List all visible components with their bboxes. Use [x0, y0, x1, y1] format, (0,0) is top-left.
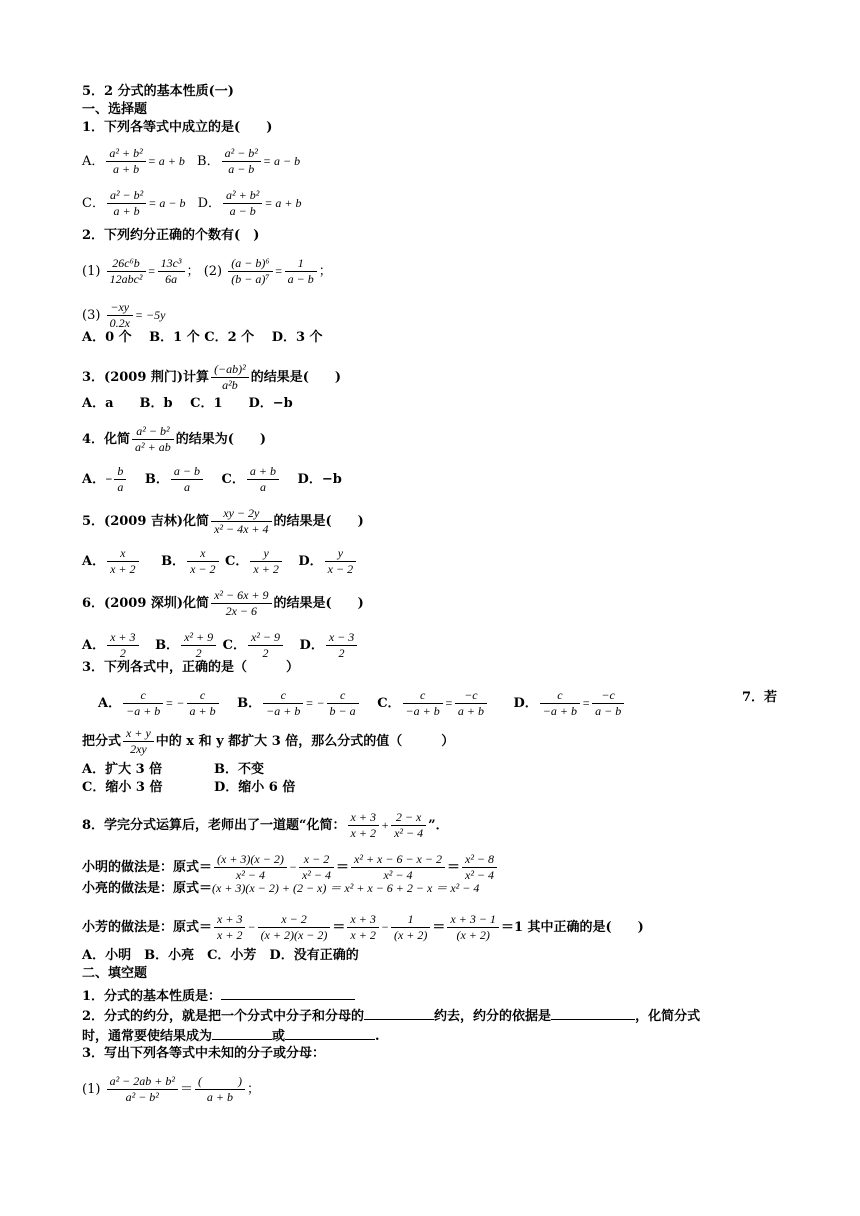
q1-option-a-rhs: = a + b — [147, 154, 185, 168]
denominator: a² + ab — [135, 440, 171, 454]
q3b-option-d-lhs — [540, 688, 580, 719]
q4-fraction — [132, 424, 174, 455]
q8-xiaoliang-expression: (x + 3)(x − 2) + (2 − x) ＝ x² + x − 6 + 2 − x ＝ x² − 4 — [212, 881, 480, 895]
q1-stem: 1．下列各等式中成立的是( ) — [82, 120, 273, 135]
q6-suffix: 的结果是( ) — [273, 596, 364, 611]
plus-sign: + — [380, 818, 390, 832]
q8-stem — [82, 810, 449, 841]
q8-stem-prefix: 8．学完分式运算后，老师出了一道题“化简： — [82, 818, 346, 833]
q4-suffix: 的结果为( ) — [175, 432, 267, 447]
q3a-fraction — [211, 362, 249, 393]
numerator: x² − 8 — [462, 852, 497, 868]
numerator: x + 3 − 1 — [447, 912, 499, 928]
q5-option-d-label: D． — [298, 554, 323, 569]
numerator: x² − 6x + 9 — [211, 588, 271, 604]
q2-item3-lhs — [107, 300, 133, 331]
denominator: a − b — [228, 162, 255, 176]
q8-xiaofang-end: ＝1 其中正确的是( ) — [500, 920, 644, 935]
q5-option-a-fraction — [107, 546, 138, 577]
equals-sign: ＝ — [179, 1082, 193, 1097]
denominator: (x + 2) — [456, 928, 490, 942]
q1-row-ab — [82, 146, 300, 177]
q6-options — [82, 630, 359, 661]
q3b-option-a-lhs — [123, 688, 163, 719]
q8-xiaofang-frac-2 — [258, 912, 331, 943]
denominator: a − b — [287, 272, 314, 286]
q3a-stem — [82, 362, 341, 393]
numerator: x + y — [123, 726, 154, 742]
denominator: a + b — [113, 204, 140, 218]
q3b-option-a-rhs — [187, 688, 219, 719]
denominator: 0.2x — [109, 316, 130, 330]
q3b-option-c-rhs — [455, 688, 487, 719]
q1-option-a-fraction — [106, 146, 145, 177]
denominator: a + b — [112, 162, 140, 176]
fill-q2-text-e: 或 — [272, 1029, 286, 1044]
q2-item2-lhs — [228, 256, 272, 287]
minus-sign: − — [380, 920, 389, 934]
numerator: a − b — [171, 464, 203, 480]
numerator: 2 − x — [391, 810, 426, 826]
separator: ； — [246, 1082, 260, 1097]
equals-sign: = − — [305, 696, 325, 710]
q6-option-c-label: C． — [222, 638, 246, 653]
q2-item3-rhs: = −5y — [134, 308, 166, 322]
q3b-option-d-rhs — [592, 688, 624, 719]
numerator: a² + b² — [106, 146, 145, 162]
numerator: −xy — [107, 300, 133, 316]
q6-fraction — [211, 588, 271, 619]
q4-options — [82, 464, 342, 495]
q4-option-d: D．−b — [297, 472, 342, 487]
numerator: a² − b² — [132, 424, 174, 440]
numerator: −c — [455, 688, 487, 704]
equals-sign: ＝ — [332, 920, 346, 935]
q8-options: A．小明 B．小亮 C．小芳 D．没有正确的 — [82, 948, 359, 963]
denominator: 2 — [262, 646, 269, 660]
q8-xiaofang-frac-1 — [214, 912, 245, 943]
q7-suffix: 中的 x 和 y 都扩大 3 倍，那么分式的值（ ） — [155, 734, 455, 749]
numerator: x − 3 — [326, 630, 357, 646]
minus-sign: − — [247, 920, 256, 934]
q5-fraction — [211, 506, 271, 537]
q7-number: 7．若 — [742, 690, 778, 705]
q3a-suffix: 的结果是( ) — [250, 370, 342, 385]
denominator: x² − 4 — [383, 868, 413, 882]
q8-xiaoming-frac-1 — [214, 852, 287, 883]
numerator: x − 2 — [258, 912, 331, 928]
numerator: −c — [592, 688, 624, 704]
q8-xiaoming-label: 小明的做法是：原式＝ — [82, 860, 213, 875]
q5-option-c-fraction — [250, 546, 281, 577]
section-heading-fill: 二、填空题 — [82, 966, 148, 981]
numerator: x² + 9 — [181, 630, 216, 646]
equals-sign: ＝ — [336, 860, 350, 875]
q7-option-c: C．缩小 3 倍 — [82, 780, 163, 795]
q2-item2-rhs — [285, 256, 317, 287]
denominator: a − b — [595, 704, 622, 718]
equals-sign: = — [581, 696, 591, 710]
denominator: b − a — [329, 704, 356, 718]
q6-option-d-label: D． — [299, 638, 324, 653]
denominator: x + 2 — [350, 826, 376, 840]
denominator: x² − 4 — [301, 868, 331, 882]
q1-option-c-rhs: = a − b — [148, 196, 186, 210]
q7-prefix: 把分式 — [82, 734, 122, 749]
denominator: −a + b — [405, 704, 440, 718]
q2-item1-rhs — [158, 256, 185, 287]
numerator: 26c⁶b — [107, 256, 146, 272]
numerator: x — [187, 546, 218, 562]
q5-option-a-label: A． — [82, 554, 106, 569]
numerator-blank: ( ) — [195, 1074, 245, 1090]
q2-options: A．0 个 B．1 个 C．2 个 D．3 个 — [82, 330, 323, 345]
q6-prefix: 6．(2009 深圳)化简 — [82, 596, 210, 611]
q8-xiaoliang-label: 小亮的做法是：原式＝ — [82, 881, 213, 896]
numerator: xy − 2y — [211, 506, 271, 522]
equals-sign: = − — [165, 696, 185, 710]
q2-row-3 — [82, 300, 165, 331]
numerator: c — [327, 688, 359, 704]
denominator: (x + 2) — [393, 928, 428, 942]
q4-option-a-fraction — [114, 464, 126, 495]
q1-option-d-rhs: = a + b — [264, 196, 302, 210]
q6-option-d-fraction — [326, 630, 357, 661]
fill-q3-item1-label: (1) — [82, 1082, 101, 1097]
denominator: −a + b — [266, 704, 301, 718]
q8-stem-suffix: ”． — [428, 818, 449, 833]
denominator: a²b — [222, 378, 238, 392]
q1-option-b-fraction — [222, 146, 261, 177]
q1-option-a-label: A． — [82, 154, 105, 169]
fill-q2-text-a: 2．分式的约分，就是把一个分式中分子和分母的 — [82, 1009, 365, 1024]
q8-xiaofang-frac-4 — [391, 912, 430, 943]
denominator: a — [259, 480, 266, 494]
q3a-prefix: 3．(2009 荆门)计算 — [82, 370, 210, 385]
numerator: x² − 9 — [248, 630, 283, 646]
fill-q2-line1 — [82, 1006, 700, 1025]
denominator: a − b — [229, 204, 256, 218]
numerator: 1 — [391, 912, 430, 928]
fill-q2-blank-3 — [212, 1026, 272, 1040]
numerator: x − 2 — [299, 852, 334, 868]
numerator: c — [123, 688, 163, 704]
q7-option-d: D．缩小 6 倍 — [214, 780, 296, 795]
q2-item1-lhs — [107, 256, 146, 287]
q8-xiaoliang-line — [82, 880, 479, 897]
q3b-option-a-label: A． — [98, 696, 122, 711]
q4-option-c-label: C． — [221, 472, 245, 487]
q6-stem — [82, 588, 364, 619]
fill-q2-blank-1 — [364, 1006, 434, 1020]
minus-sign: − — [288, 860, 297, 874]
denominator: x + 2 — [217, 928, 243, 942]
numerator: (x + 3)(x − 2) — [214, 852, 287, 868]
numerator: 13c³ — [158, 256, 185, 272]
denominator: 2 — [119, 646, 126, 660]
q2-item1-label: (1) — [82, 264, 101, 279]
q5-options — [82, 546, 358, 577]
q6-option-b-fraction — [181, 630, 216, 661]
q3b-options — [98, 688, 626, 719]
numerator: (a − b)⁶ — [228, 256, 272, 272]
q1-option-d-fraction — [223, 188, 262, 219]
q8-xiaoming-frac-3 — [351, 852, 445, 883]
numerator: x + 3 — [107, 630, 138, 646]
denominator: −a + b — [126, 704, 161, 718]
denominator: a + b — [457, 704, 484, 718]
q5-option-b-fraction — [187, 546, 218, 577]
q3a-options: A．a B．b C．1 D．−b — [82, 396, 293, 411]
q1-option-d-label: D． — [197, 196, 222, 211]
denominator: a + b — [206, 1090, 234, 1104]
q6-option-b-label: B． — [155, 638, 180, 653]
equals-sign: ＝ — [432, 920, 446, 935]
numerator: a² + b² — [223, 188, 262, 204]
q4-prefix: 4．化简 — [82, 432, 131, 447]
equals-sign: ＝ — [446, 860, 460, 875]
fill-q2-blank-2 — [551, 1006, 635, 1020]
q6-option-a-fraction — [107, 630, 138, 661]
equals-sign: = — [147, 264, 156, 278]
fill-q1-blank — [221, 986, 355, 1000]
numerator: a² − 2ab + b² — [107, 1074, 178, 1090]
fill-q2-text-c: ，化简分式 — [635, 1009, 701, 1024]
fill-q2-line2 — [82, 1026, 380, 1045]
denominator: 2 — [338, 646, 345, 660]
q4-option-b-label: B． — [144, 472, 169, 487]
q4-option-a-label: A． — [82, 472, 106, 487]
equals-sign: = — [274, 264, 283, 278]
fill-q2-blank-4 — [285, 1026, 375, 1040]
numerator: a² − b² — [222, 146, 261, 162]
q3b-option-b-lhs — [263, 688, 303, 719]
numerator: a² − b² — [107, 188, 146, 204]
numerator: c — [403, 688, 443, 704]
q6-option-a-label: A． — [82, 638, 106, 653]
q3b-option-c-lhs — [403, 688, 443, 719]
q8-xiaofang-label: 小芳的做法是：原式＝ — [82, 920, 213, 935]
q5-stem — [82, 506, 364, 537]
q2-row-1-2 — [82, 256, 332, 287]
q1-row-cd — [82, 188, 302, 219]
page-title: 5．2 分式的基本性质(一) — [82, 84, 234, 99]
denominator: 12abc² — [109, 272, 143, 286]
fill-q3-item1-rhs — [195, 1074, 245, 1105]
denominator: x² − 4x + 4 — [214, 522, 269, 536]
q8-xiaofang-frac-5 — [447, 912, 499, 943]
q1-option-c-fraction — [107, 188, 146, 219]
fill-q3-item1 — [82, 1074, 260, 1105]
denominator: x + 2 — [253, 562, 279, 576]
numerator: y — [325, 546, 356, 562]
equals-sign: = — [444, 696, 453, 710]
numerator: x — [107, 546, 138, 562]
q8-xiaoming-line — [82, 852, 499, 883]
q5-option-b-label: B． — [161, 554, 186, 569]
q3b-option-d-label: D． — [513, 696, 538, 711]
denominator: (x + 2)(x − 2) — [260, 928, 328, 942]
section-heading-choice: 一、选择题 — [82, 102, 148, 117]
denominator: 2xy — [130, 742, 147, 756]
denominator: x² − 4 — [465, 868, 495, 882]
fill-q2-text-f: . — [375, 1029, 380, 1044]
fill-q3: 3．写出下列各等式中未知的分子或分母： — [82, 1046, 326, 1061]
q7-option-a: A．扩大 3 倍 — [82, 762, 163, 777]
numerator: x + 3 — [348, 810, 379, 826]
q4-option-c-fraction — [247, 464, 279, 495]
denominator: a — [117, 480, 124, 494]
denominator: x² − 4 — [235, 868, 265, 882]
q3b-option-c-label: C． — [377, 696, 401, 711]
q5-option-d-fraction — [325, 546, 356, 577]
numerator: a + b — [247, 464, 279, 480]
q8-stem-fraction-2 — [391, 810, 426, 841]
fill-q2-text-b: 约去，约分的依据是 — [434, 1009, 552, 1024]
q8-xiaofang-line — [82, 912, 644, 943]
q3b-option-b-label: B． — [237, 696, 262, 711]
fill-q3-item1-lhs — [107, 1074, 178, 1105]
fill-q1-text: 1．分式的基本性质是： — [82, 989, 222, 1004]
numerator: c — [540, 688, 580, 704]
numerator: 1 — [285, 256, 317, 272]
denominator: 6a — [165, 272, 178, 286]
q7-fraction — [123, 726, 154, 757]
q7-option-b: B．不变 — [214, 762, 264, 777]
denominator: a² − b² — [125, 1090, 159, 1104]
denominator: x² − 4 — [394, 826, 424, 840]
fill-q1 — [82, 986, 355, 1005]
denominator: a — [183, 480, 190, 494]
separator: ； — [318, 264, 332, 279]
q1-option-b-label: B． — [197, 154, 220, 169]
numerator: (−ab)² — [211, 362, 249, 378]
q2-stem: 2．下列约分正确的个数有( ) — [82, 228, 260, 243]
q7-stem — [82, 726, 454, 757]
minus-sign: − — [105, 472, 113, 486]
numerator: b — [114, 464, 126, 480]
q8-stem-fraction-1 — [348, 810, 379, 841]
q8-xiaoming-frac-2 — [299, 852, 334, 883]
q3b-option-b-rhs — [327, 688, 359, 719]
q5-prefix: 5．(2009 吉林)化简 — [82, 514, 210, 529]
q6-option-c-fraction — [248, 630, 283, 661]
denominator: x − 2 — [190, 562, 216, 576]
denominator: (b − a)⁷ — [231, 272, 270, 286]
q5-option-c-label: C． — [225, 554, 249, 569]
numerator: x + 3 — [214, 912, 245, 928]
q1-option-c-label: C． — [82, 196, 105, 211]
denominator: x + 2 — [350, 928, 376, 942]
q5-suffix: 的结果是( ) — [273, 514, 364, 529]
q2-item3-label: (3) — [82, 308, 101, 323]
q4-option-b-fraction — [171, 464, 203, 495]
denominator: −a + b — [542, 704, 577, 718]
denominator: a + b — [189, 704, 216, 718]
denominator: x − 2 — [327, 562, 354, 576]
q4-stem — [82, 424, 266, 455]
denominator: 2x − 6 — [225, 604, 257, 618]
numerator: c — [263, 688, 303, 704]
fill-q2-text-d: 时，通常要使结果成为 — [82, 1029, 213, 1044]
q8-xiaofang-frac-3 — [347, 912, 378, 943]
denominator: 2 — [195, 646, 202, 660]
numerator: x + 3 — [347, 912, 378, 928]
q3b-stem: 3．下列各式中，正确的是（ ） — [82, 660, 300, 675]
q2-item2-label: (2) — [203, 264, 223, 279]
q1-option-b-rhs: = a − b — [262, 154, 301, 168]
denominator: x + 2 — [110, 562, 136, 576]
separator: ； — [186, 264, 200, 279]
q8-xiaoming-frac-4 — [462, 852, 497, 883]
numerator: c — [187, 688, 219, 704]
numerator: x² + x − 6 − x − 2 — [351, 852, 445, 868]
numerator: y — [250, 546, 281, 562]
